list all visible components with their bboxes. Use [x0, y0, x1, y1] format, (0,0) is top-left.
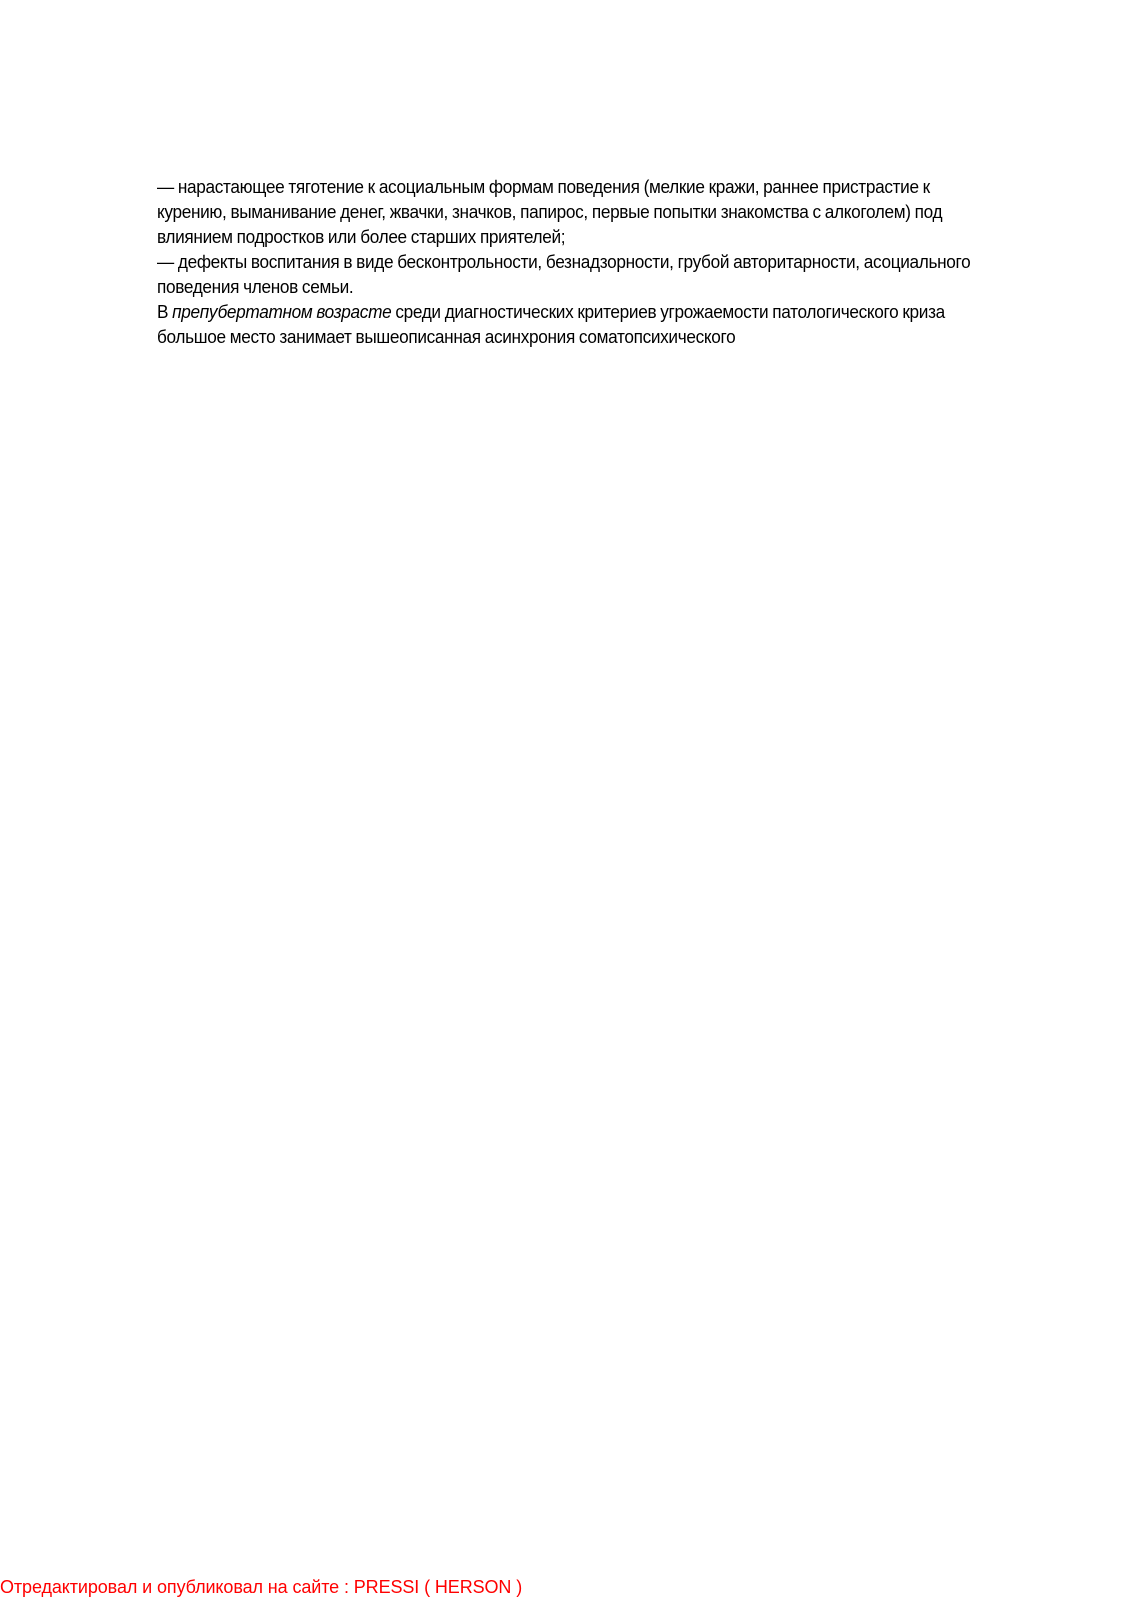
- footer-credit: Отредактировал и опубликовал на сайте : PRESSI ( HERSON ): [0, 1577, 523, 1597]
- paragraph-prefix: В: [157, 301, 173, 322]
- document-body: [157, 174, 975, 349]
- italic-term: препубертатном возрасте: [172, 301, 392, 322]
- paragraph-upbringing-defects: — дефекты воспитания в виде бесконтрольности, безнадзорности, грубой авторитарности, асоциального поведения членов семьи.: [157, 251, 971, 297]
- paragraph-asocial-behavior: — нарастающее тяготение к асоциальным формам поведения (мелкие кражи, раннее пристрастие к курению, выманивание денег, жвачки, значков, папирос, первые попытки знакомства с алкоголем) под влиянием подростков или более старших приятелей;: [157, 176, 943, 247]
- paragraph-suffix: среди диагностических критериев угрожаемости патологического криза большое место занимает вышеописанная асинхрония соматопсихического: [157, 301, 945, 347]
- paragraph-prepubertal-age: [157, 299, 975, 349]
